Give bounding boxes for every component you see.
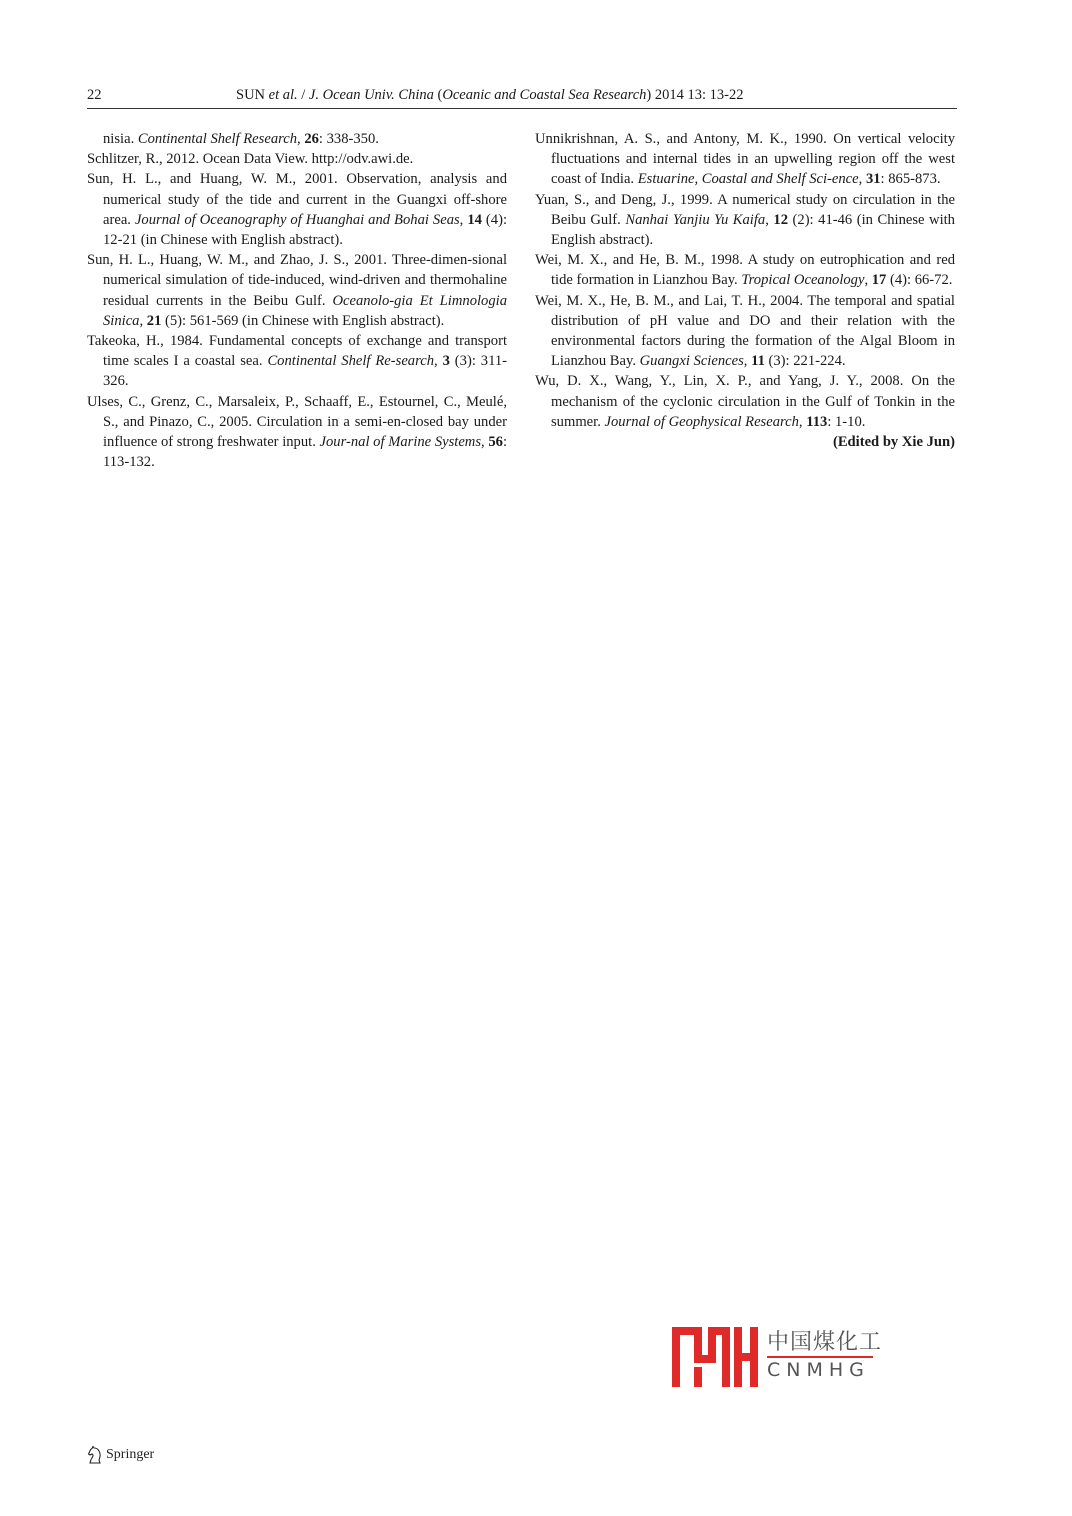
reference-entry: Schlitzer, R., 2012. Ocean Data View. http://odv.awi.de.: [87, 151, 414, 168]
reference-entry: Sun, H. L., and Huang, W. M., 2001. Observation, analysis and numerical study of the tide and current in the Guangxi off-shore area. Journal of Oceanography of Huanghai and Bohai Seas, 14 (4): 12-21 (in Chinese with English abstract).: [87, 171, 507, 249]
watermark-english-name: CNMHG: [767, 1359, 870, 1381]
publisher-name: Springer: [106, 1447, 155, 1462]
reference-entry: Takeoka, H., 1984. Fundamental concepts of exchange and transport time scales I a coastal sea. Continental Shelf Re-search, 3 (3): 311-326.: [87, 333, 508, 390]
running-head-citation: SUN et al. / J. Ocean Univ. China (Oceanic and Coastal Sea Research) 2014 13: 13-22: [236, 87, 744, 103]
reference-entry: Wu, D. X., Wang, Y., Lin, X. P., and Yang, J. Y., 2008. On the mechanism of the cyclonic circulation in the Gulf of Tonkin in the summer. Journal of Geophysical Research, 113: 1-10.: [535, 373, 955, 430]
page-number: 22: [87, 87, 102, 103]
reference-entry: Unnikrishnan, A. S., and Antony, M. K., 1990. On vertical velocity fluctuations and internal tides in an upwelling region off the west coast of India. Estuarine, Coastal and Shelf Sci-ence, 31: 865-873.: [535, 131, 955, 188]
watermark-chinese-name: 中国煤化工: [767, 1330, 883, 1355]
reference-entry: Wei, M. X., He, B. M., and Lai, T. H., 2004. The temporal and spatial distribution of pH value and DO and their relation with the environmental factors during the formation of the Algal Bloom in Lianzhou Bay. Guangxi Sciences, 11 (3): 221-224.: [535, 292, 955, 370]
cnmhg-logo-icon: [672, 1327, 758, 1387]
reference-entry: Wei, M. X., and He, B. M., 1998. A study on eutrophication and red tide formation in Lianzhou Bay. Tropical Oceanology, 17 (4): 66-72.: [535, 252, 955, 289]
watermark-divider: [767, 1356, 873, 1358]
references-right-column: [535, 129, 955, 467]
edited-by-note: (Edited by Xie Jun): [832, 434, 955, 451]
reference-entry: Sun, H. L., Huang, W. M., and Zhao, J. S., 2001. Three-dimen-sional numerical simulation of tide-induced, wind-driven and thermohaline residual currents in the Beibu Gulf. Oceanolo-gia Et Limnologia Sinica, 21 (5): 561-569 (in Chinese with English abstract).: [87, 252, 507, 329]
springer-chess-knight-icon: [87, 1446, 103, 1464]
publisher-footer: [87, 1446, 154, 1464]
watermark-logo: [672, 1325, 882, 1387]
reference-entry: Ulses, C., Grenz, C., Marsaleix, P., Schaaff, E., Estournel, C., Meulé, S., and Pinazo, C., 2005. Circulation in a semi-en-closed bay under influence of strong freshwater input. Jour-nal of Marine Systems, 56: 113-132.: [87, 393, 508, 471]
reference-entry: Yuan, S., and Deng, J., 1999. A numerical study on circulation in the Beibu Gulf. Nanhai Yanjiu Yu Kaifa, 12 (2): 41-46 (in Chinese with English abstract).: [535, 191, 955, 249]
references-left-column: [87, 129, 507, 472]
running-header: [87, 86, 957, 109]
reference-entry: nisia. Continental Shelf Research, 26: 338-350.: [103, 131, 379, 147]
